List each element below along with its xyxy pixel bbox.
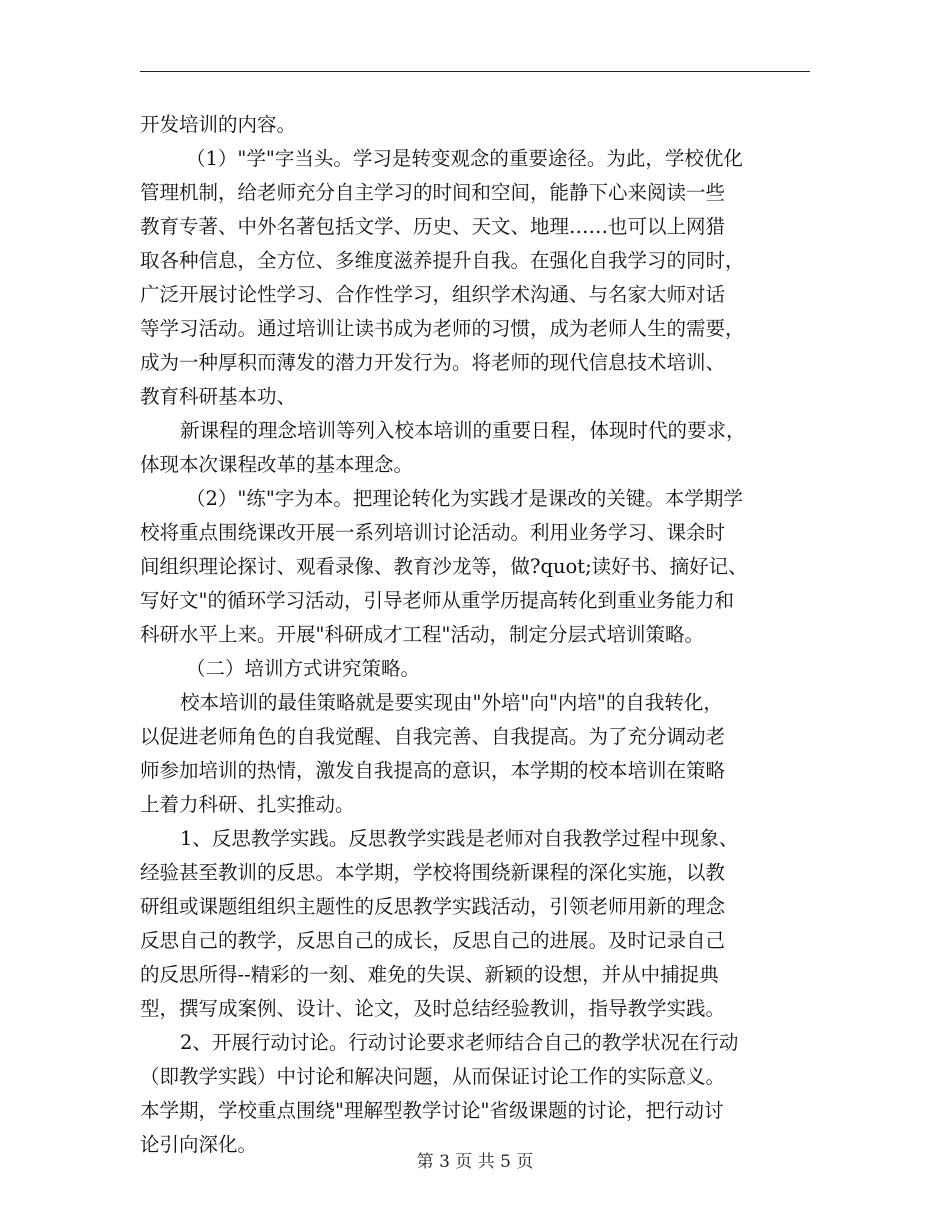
text-line: （2）"练"字为本。把理论转化为实践才是课改的关键。本学期学 <box>186 487 743 510</box>
text-line: 写好文"的循环学习活动，引导老师从重学历提高转化到重业务能力和 <box>140 589 734 612</box>
text-line: （二）培训方式讲究策略。 <box>186 657 421 680</box>
text-line: 教育专著、中外名著包括文学、历史、天文、地理……也可以上网猎 <box>140 215 726 238</box>
text-line: （1）"学"字当头。学习是转变观念的重要途径。为此，学校优化 <box>186 147 743 170</box>
header-rule <box>140 71 810 72</box>
document-body <box>140 108 814 1162</box>
text-line: 体现本次课程改革的基本理念。 <box>140 453 414 476</box>
text-line: 研组或课题组组织主题性的反思教学实践活动，引领老师用新的理念 <box>140 895 726 918</box>
text-line: 新课程的理念培训等列入校本培训的重要日程，体现时代的要求， <box>180 419 746 442</box>
text-line: 等学习活动。通过培训让读书成为老师的习惯，成为老师人生的需要， <box>140 317 745 340</box>
text-line: （即教学实践）中讨论和解决问题，从而保证讨论工作的实际意义。 <box>140 1065 726 1088</box>
page-number: 第 3 页 共 5 页 <box>416 1152 534 1172</box>
text-line: 开发培训的内容。 <box>140 113 297 136</box>
text-line: 1、反思教学实践。反思教学实践是老师对自我教学过程中现象、 <box>180 827 739 850</box>
text-line: 以促进老师角色的自我觉醒、自我完善、自我提高。为了充分调动老 <box>140 725 726 748</box>
text-line: 管理机制，给老师充分自主学习的时间和空间，能静下心来阅读一些 <box>140 181 726 204</box>
text-line: 教育科研基本功、 <box>140 385 297 408</box>
text-line: 反思自己的教学，反思自己的成长，反思自己的进展。及时记录自己 <box>140 929 726 952</box>
text-line: 科研水平上来。开展"科研成才工程"活动，制定分层式培训策略。 <box>140 623 704 646</box>
text-line: 上着力科研、扎实推动。 <box>140 793 355 816</box>
text-line: 的反思所得--精彩的一刻、难免的失误、新颖的设想，并从中捕捉典 <box>140 963 719 986</box>
text-line: 论引向深化。 <box>140 1133 258 1156</box>
text-line: 间组织理论探讨、观看录像、教育沙龙等，做?quot;读好书、摘好记、 <box>140 555 748 578</box>
text-line: 师参加培训的热情，激发自我提高的意识，本学期的校本培训在策略 <box>140 759 726 782</box>
text-line: 广泛开展讨论性学习、合作性学习，组织学术沟通、与名家大师对话 <box>140 283 726 306</box>
text-line: 本学期，学校重点围绕"理解型教学讨论"省级课题的讨论，把行动讨 <box>140 1099 724 1122</box>
text-line: 校本培训的最佳策略就是要实现由"外培"向"内培"的自我转化， <box>180 691 723 714</box>
text-line: 经验甚至教训的反思。本学期，学校将围绕新课程的深化实施，以教 <box>140 861 726 884</box>
text-line: 型，撰写成案例、设计、论文，及时总结经验教训，指导教学实践。 <box>140 997 726 1020</box>
text-line: 成为一种厚积而薄发的潜力开发行为。将老师的现代信息技术培训、 <box>140 351 726 374</box>
text-line: 校将重点围绕课改开展一系列培训讨论活动。利用业务学习、课余时 <box>140 521 726 544</box>
text-line: 取各种信息，全方位、多维度滋养提升自我。在强化自我学习的同时， <box>140 249 745 272</box>
text-line: 2、开展行动讨论。行动讨论要求老师结合自己的教学状况在行动 <box>180 1031 739 1054</box>
